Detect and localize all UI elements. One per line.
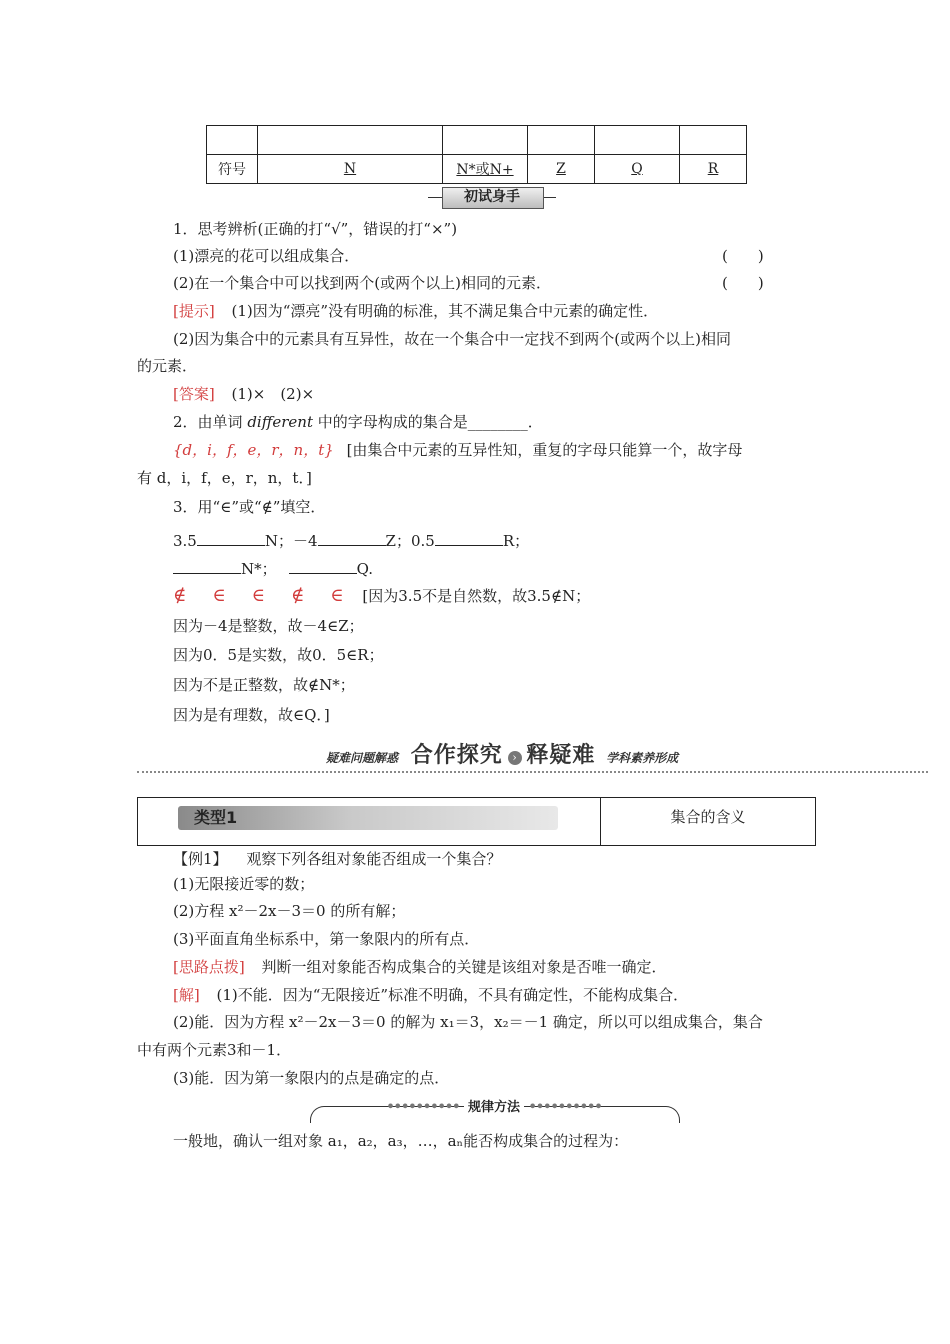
hint-text-2a: (2)因为集合中的元素具有互异性，故在一个集合中一定找不到两个(或两个以上)相同 [173, 330, 731, 348]
q3-explain-2: 因为－4是整数，故－4∈Z； [173, 617, 364, 635]
q3-solution [173, 586, 590, 606]
dots-decoration-icon: •••••••••• [386, 1100, 460, 1115]
q2-head-post: 中的字母构成的集合是________． [317, 413, 543, 431]
arrow-icon: › [508, 751, 522, 765]
solution-text-2b: 中有两个元素3和－1． [137, 1041, 292, 1059]
symbol-integer: Z [528, 155, 595, 184]
example-tag: 【例1】 [173, 850, 228, 868]
think-text: 判断一组对象能否构成集合的关键是该组对象是否唯一确定． [261, 958, 667, 976]
section-heading-text: 初试身手 [464, 189, 520, 205]
example-heading [173, 849, 501, 869]
q3-value-1: 3.5 [173, 532, 197, 550]
solution-text-1: (1)不能．因为“无限接近”标准不明确，不具有确定性，不能构成集合． [216, 986, 689, 1004]
example-item-3: (3)平面直角坐标系中，第一象限内的所有点． [173, 930, 480, 948]
q1-item-2: (2)在一个集合中可以找到两个(或两个以上)相同的元素． [173, 274, 551, 292]
example-question: 观察下列各组对象能否组成一个集合？ [246, 850, 502, 868]
q2-answer-set: {d，i，f，e，r，n，t} [173, 441, 334, 459]
q1-answer-paren-1: ( ) [722, 247, 764, 265]
table-row-label: 符号 [207, 155, 258, 184]
q3-value-6: Q. [356, 560, 373, 578]
symbol-natural: N [258, 155, 443, 184]
section-heading-practice [428, 187, 556, 209]
banner-left: 疑难问题解惑 [326, 751, 399, 765]
q3-value-2: N；－4 [264, 532, 318, 550]
solution-text-2a: (2)能．因为方程 x²－2x－3＝0 的解为 x₁＝3，x₂＝－1 确定，所以可以组成集合，集合 [173, 1013, 763, 1031]
q1-hint [173, 301, 658, 321]
hint-tag: [提示] [173, 302, 215, 320]
fill-blank[interactable] [289, 557, 357, 574]
symbol-table [206, 125, 747, 184]
symbol-positive-integer: N*或N+ [443, 155, 528, 184]
symbol-rational: Q [595, 155, 680, 184]
example-item-1: (1)无限接近零的数； [173, 875, 315, 893]
type-title: 集合的含义 [670, 808, 746, 826]
rule-heading [318, 1098, 670, 1118]
q2-word: different [247, 413, 313, 431]
type-badge: 类型1 [194, 808, 238, 827]
section-banner [326, 742, 678, 770]
hint-text-2b: 的元素． [137, 357, 198, 375]
q2-solution [173, 440, 742, 460]
q3-explain-4: 因为不是正整数，故∉N*； [173, 676, 355, 694]
q3-heading: 3．用“∈”或“∉”填空． [173, 498, 326, 516]
q3-explain-3: 因为0．5是实数，故0．5∈R； [173, 646, 384, 664]
fill-blank[interactable] [197, 529, 265, 546]
solution-tag: [解] [173, 986, 200, 1004]
dots-decoration-icon: •••••••••• [528, 1100, 602, 1115]
banner-main-2: 释疑难 [526, 743, 596, 768]
q3-answers: ∉ ∈ ∈ ∉ ∈ [173, 585, 348, 606]
q1-item-1: (1)漂亮的花可以组成集合． [173, 247, 360, 265]
q2-head-pre: 2．由单词 [173, 413, 243, 431]
rule-label: 规律方法 [464, 1100, 524, 1115]
q3-value-4: R； [502, 532, 530, 550]
q3-explain-1: [因为3.5不是自然数，故3.5∉N； [362, 587, 591, 605]
fill-blank[interactable] [435, 529, 503, 546]
symbol-real: R [680, 155, 747, 184]
answer-text: (1)× (2)× [231, 385, 315, 403]
q2-explain-a: [由集合中元素的互异性知，重复的字母只能算一个，故字母 [346, 441, 743, 459]
rule-text: 一般地，确认一组对象 a₁，a₂，a₃，…，aₙ能否构成集合的过程为： [173, 1132, 629, 1150]
q3-value-5: N*； [241, 560, 277, 578]
banner-divider [137, 771, 928, 773]
q2-explain-b: 有 d，i，f，e，r，n，t．] [137, 469, 312, 487]
q1-answer-paren-2: ( ) [722, 274, 764, 292]
fill-blank[interactable] [318, 529, 386, 546]
q3-line-1 [173, 529, 529, 551]
answer-tag: [答案] [173, 385, 215, 403]
q1-heading: 1．思考辨析(正确的打“√”，错误的打“×”) [173, 220, 458, 238]
think-tag: [思路点拨] [173, 958, 245, 976]
q3-explain-5: 因为是有理数，故∈Q．] [173, 706, 330, 724]
fill-blank[interactable] [173, 557, 241, 574]
q3-value-3: Z；0.5 [385, 532, 435, 550]
hint-text-1: (1)因为“漂亮”没有明确的标准，其不满足集合中元素的确定性． [231, 302, 659, 320]
q3-line-2 [173, 557, 373, 579]
q1-answer [173, 384, 314, 404]
example-think [173, 957, 667, 977]
example-item-2: (2)方程 x²－2x－3＝0 的所有解； [173, 902, 406, 920]
banner-main-1: 合作探究 [410, 743, 503, 768]
q2-heading [173, 412, 543, 432]
example-solution-1 [173, 985, 688, 1005]
banner-right: 学科素养形成 [606, 751, 679, 765]
solution-text-3: (3)能．因为第一象限内的点是确定的点． [173, 1069, 450, 1087]
